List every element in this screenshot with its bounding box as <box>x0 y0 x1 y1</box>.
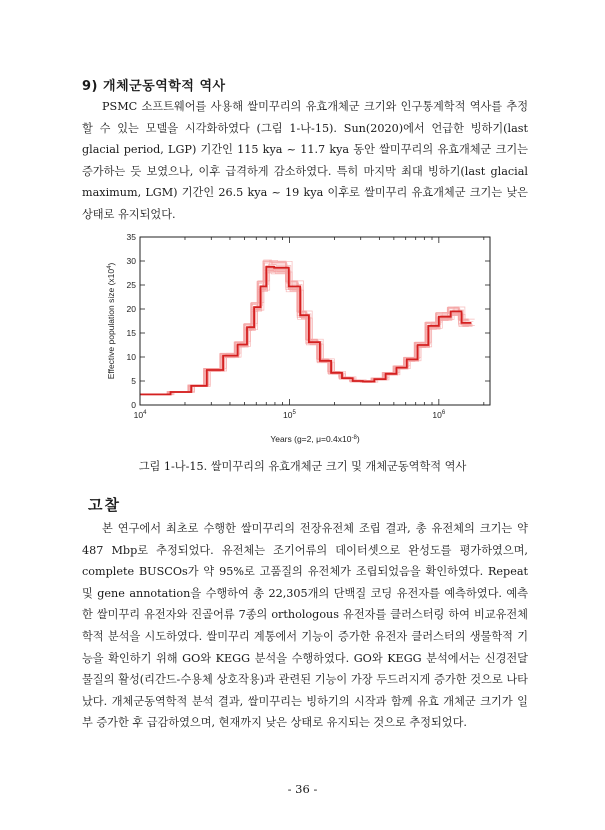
bootstrap-line <box>140 273 469 395</box>
bootstrap-line <box>140 268 468 395</box>
bootstrap-line <box>140 261 468 394</box>
x-tick-label: $10^6$ <box>432 410 446 420</box>
y-axis-label-exponent: 4 <box>107 265 113 269</box>
page-number: - 36 - <box>287 782 318 796</box>
x-axis-label: Years (g=2, $\mu=0.4x10^{-8}$) <box>270 434 360 444</box>
psmc-figure <box>100 228 500 452</box>
y-tick-label: 35 <box>126 232 136 242</box>
y-tick-label: 15 <box>126 328 136 338</box>
psmc-chart <box>100 228 500 452</box>
x-tick-label: $10^5$ <box>283 410 296 420</box>
paragraph-discussion: 본 연구에서 최초로 수행한 쌀미꾸리의 전장유전체 조립 결과, 총 유전체의 크기는 약 487 Mbp로 추정되었다. 유전체는 조기어류의 데이터셋으로 완성도를 평가하였으며, complete BUSCOs가 약 95%로 고품질의 유전체가 조립되었음을 확인하였다. Repeat 및 gene annotation을 수행하여 총 22,305개의 단백질 코딩 유전자를 예측하였다. 예측한 쌀미꾸리 유전자와 진골어류 7종의 orthologous 유전자를 클러스터링 하여 비교유전체학적 분석을 시도하였다. 쌀미꾸리 계통에서 기능이 증가한 유전자 클러스터의 생물학적 기능을 확인하기 위해 GO와 KEGG 분석을 수행하였다. GO와 KEGG 분석에서는 신경전달물질의 활성(리간드-수용체 상호작용)과 관련된 기능이 가장 두드러지게 증가한 것으로 나타났다. 개체군동역학적 분석 결과, 쌀미꾸리는 빙하기의 시작과 함께 유효 개체군 크기가 일부 증가한 후 급감하였으며, 현재까지 낮은 상태로 유지되는 것으로 추정되었다. <box>82 522 528 730</box>
bootstrap-line <box>140 261 469 394</box>
x-tick-label: $10^4$ <box>133 410 147 420</box>
x-axis-label-exponent: -8 <box>351 435 357 441</box>
discussion-heading: 고찰 <box>88 496 121 514</box>
y-tick-label: 30 <box>126 256 136 266</box>
paragraph-psmc: PSMC 소프트웨어를 사용해 쌀미꾸리의 유효개체군 크기와 인구통계학적 역사를 추정할 수 있는 모델을 시각화하였다 (그림 1-나-15). Sun(2020)에서 언급한 빙하기(last glacial period, LGP) 기간인 115 kya ~ 11.7 kya 동안 쌀미꾸리의 유효개체군 크기는 증가하는 듯 보였으나, 이후 급격하게 감소하였다. 특히 마지막 최대 빙하기(last glacial maximum, LGM) 기간인 26.5 kya ~ 19 kya 이후로 쌀미꾸리 유효개체군 크기는 낮은 상태로 유지되었다. <box>82 100 528 221</box>
y-tick-label: 0 <box>131 400 136 410</box>
bootstrap-line <box>140 270 468 394</box>
y-tick-label: 5 <box>131 376 136 386</box>
figure-caption: 그림 1-나-15. 쌀미꾸리의 유효개체군 크기 및 개체군동역학적 역사 <box>138 460 467 473</box>
bootstrap-line <box>140 260 469 394</box>
bootstrap-line <box>140 263 470 394</box>
bootstrap-line <box>140 269 470 395</box>
y-tick-label: 20 <box>126 304 136 314</box>
bootstrap-line <box>140 263 469 394</box>
y-axis-label: Effective population size $(x10^4)$ <box>106 262 116 380</box>
bootstrap-line <box>140 262 468 395</box>
bootstrap-replicates <box>140 260 475 395</box>
y-tick-label: 25 <box>126 280 136 290</box>
section-heading: 9) 개체군동역학적 역사 <box>82 79 226 94</box>
y-tick-label: 10 <box>126 352 136 362</box>
